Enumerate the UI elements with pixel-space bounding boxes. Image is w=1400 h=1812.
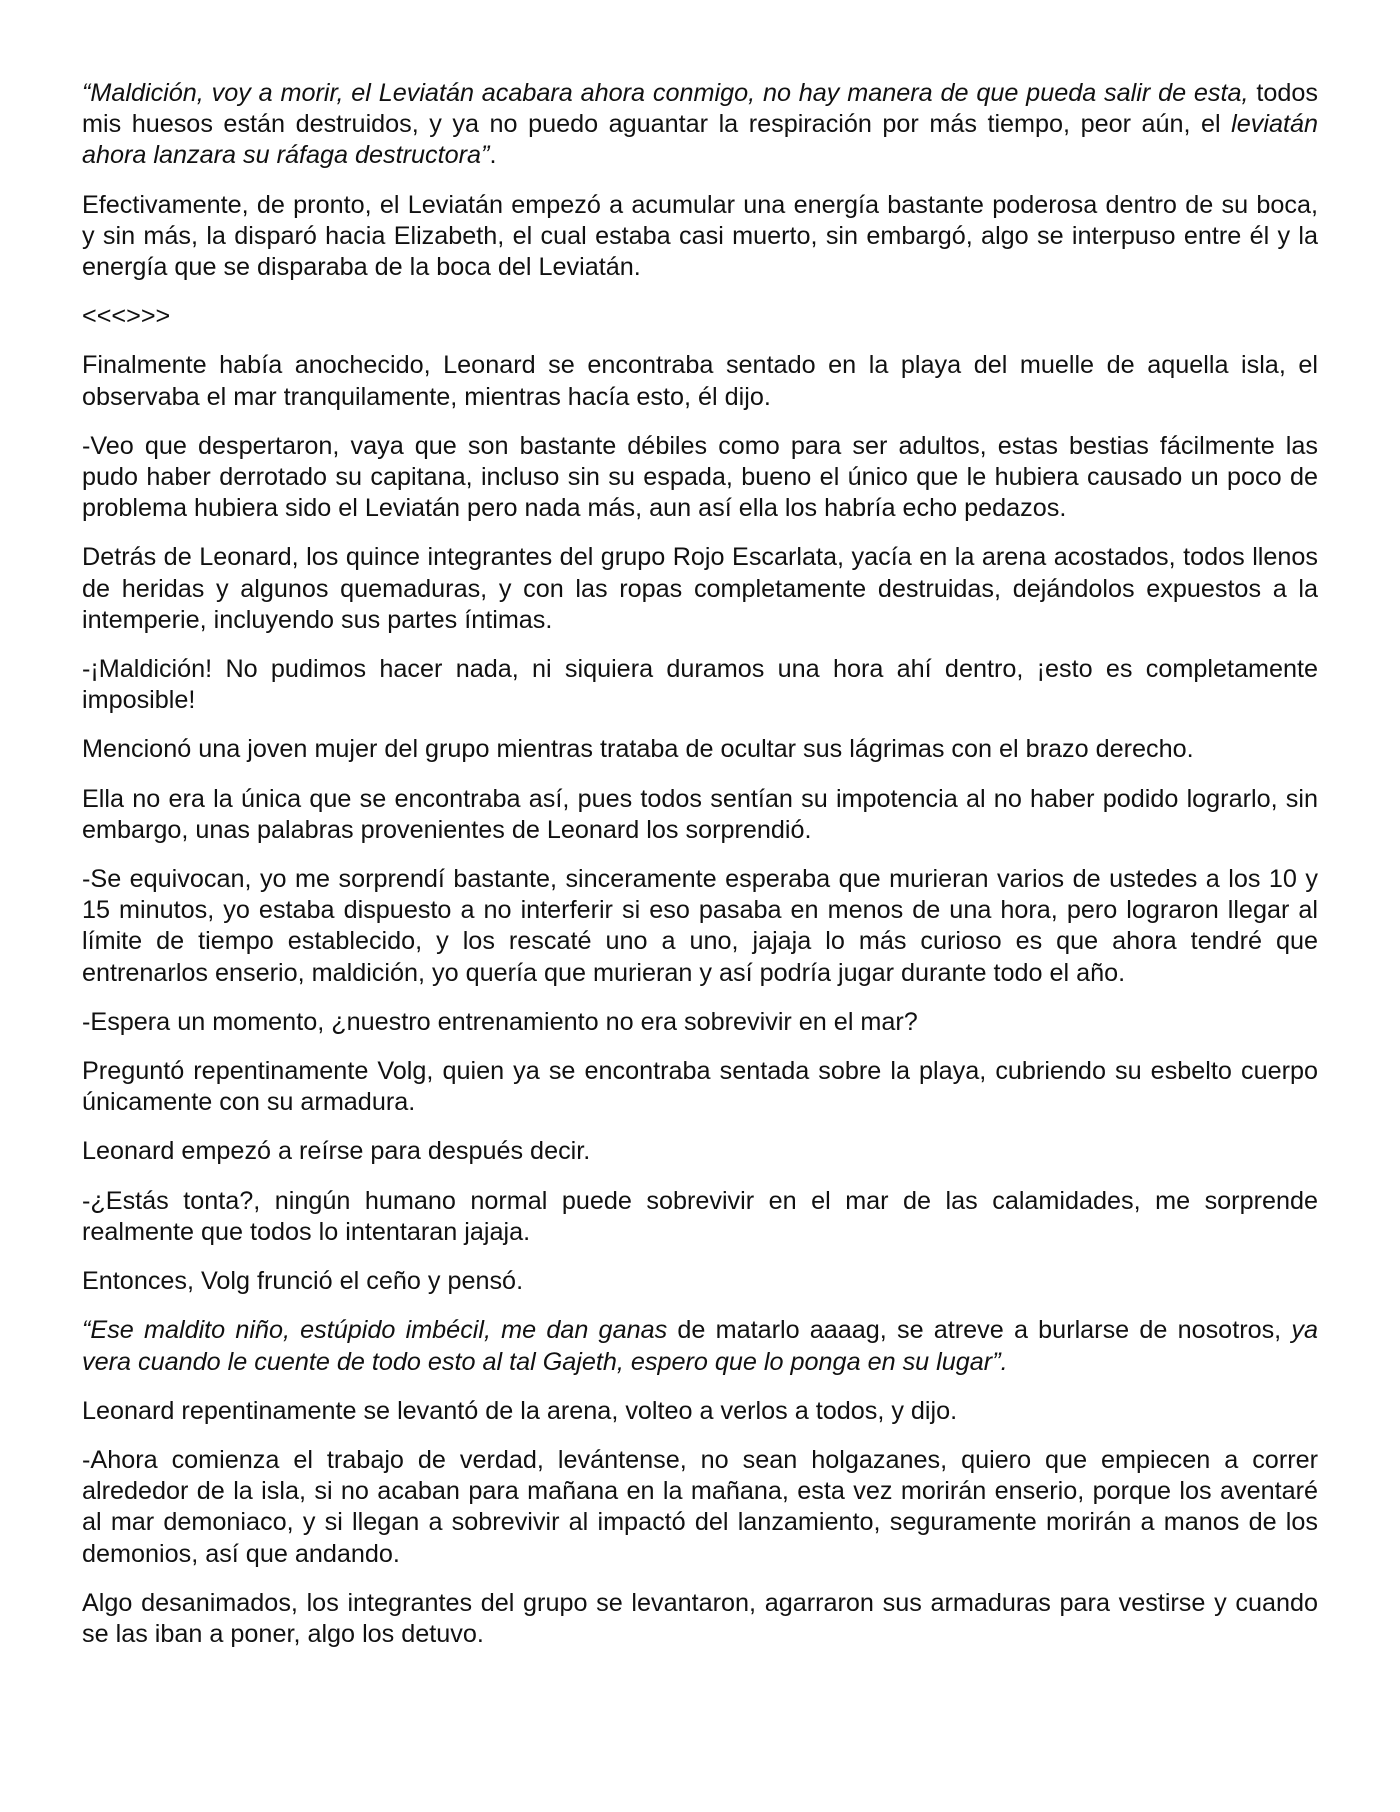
paragraph-17: Leonard repentinamente se levantó de la arena, volteo a verlos a todos, y dijo. bbox=[82, 1396, 958, 1425]
paragraph-10: -Se equivocan, yo me sorprendí bastante, sinceramente esperaba que murieran varios de ustedes a los 10 y 15 minutos, yo estaba dispuesto a no interferir si eso pasaba en menos de una hora, pero lograron llegar al límite de tiempo establecido, y los rescaté uno a uno, jajaja lo más curioso es que ahora tendré que entrenarlos enserio, maldición, yo quería que murieran y así podría jugar durante todo el año. bbox=[82, 865, 1318, 987]
paragraph-8: Mencionó una joven mujer del grupo mientras trataba de ocultar sus lágrimas con el brazo derecho. bbox=[82, 735, 1194, 764]
paragraph-15: Entonces, Volg frunció el ceño y pensó. bbox=[82, 1267, 524, 1296]
paragraph-4: Finalmente había anochecido, Leonard se encontraba sentado en la playa del muelle de aquella isla, el observaba el mar tranquilamente, mientras hacía esto, él dijo. bbox=[82, 351, 1318, 411]
paragraph-16-text-1: de matarlo aaaag, se atreve a burlarse de nosotros, bbox=[667, 1316, 1292, 1345]
paragraph-14: -¿Estás tonta?, ningún humano normal puede sobrevivir en el mar de las calamidades, me sorprende realmente que todos lo intentaran jajaja. bbox=[82, 1186, 1318, 1246]
paragraph-19: Algo desanimados, los integrantes del grupo se levantaron, agarraron sus armaduras para vestirse y cuando se las iban a poner, algo los detuvo. bbox=[82, 1588, 1318, 1648]
paragraph-16-italic-1: “Ese maldito niño, estúpido imbécil, me dan ganas bbox=[82, 1316, 668, 1345]
paragraph-18: -Ahora comienza el trabajo de verdad, levántense, no sean holgazanes, quiero que empiecen a correr alrededor de la isla, si no acaban para mañana en la mañana, esta vez morirán enserio, porque los aventaré al mar demoniaco, y si llegan a sobrevivir al impactó del lanzamiento, seguramente morirán a manos de los demonios, así que andando. bbox=[82, 1445, 1318, 1568]
paragraph-1 bbox=[82, 78, 1318, 172]
paragraph-16 bbox=[82, 1315, 1318, 1377]
scene-break: <<<>>> bbox=[82, 302, 171, 331]
paragraph-2: Efectivamente, de pronto, el Leviatán empezó a acumular una energía bastante poderosa dentro de su boca, y sin más, la disparó hacia Elizabeth, el cual estaba casi muerto, sin embargó, algo se interpuso entre él y la energía que se disparaba de la boca del Leviatán. bbox=[82, 190, 1318, 282]
paragraph-16-italic-2: ya vera cuando le cuente de todo esto al tal Gajeth, espero que lo ponga en su lugar”. bbox=[82, 1316, 1318, 1376]
paragraph-11: -Espera un momento, ¿nuestro entrenamiento no era sobrevivir en el mar? bbox=[82, 1007, 918, 1036]
paragraph-13: Leonard empezó a reírse para después decir. bbox=[82, 1137, 591, 1166]
document-page bbox=[82, 78, 1318, 1668]
paragraph-7: -¡Maldición! No pudimos hacer nada, ni siquiera duramos una hora ahí dentro, ¡esto es completamente imposible! bbox=[82, 655, 1318, 715]
paragraph-6: Detrás de Leonard, los quince integrantes del grupo Rojo Escarlata, yacía en la arena acostados, todos llenos de heridas y algunos quemaduras, y con las ropas completamente destruidas, dejándolos expuestos a la intemperie, incluyendo sus partes íntimas. bbox=[82, 543, 1318, 634]
paragraph-5: -Veo que despertaron, vaya que son bastante débiles como para ser adultos, estas bestias fácilmente las pudo haber derrotado su capitana, incluso sin su espada, bueno el único que le hubiera causado un poco de problema hubiera sido el Leviatán pero nada más, aun así ella los habría echo pedazos. bbox=[82, 431, 1318, 523]
paragraph-12: Preguntó repentinamente Volg, quien ya se encontraba sentada sobre la playa, cubriendo su esbelto cuerpo únicamente con su armadura. bbox=[82, 1057, 1318, 1117]
paragraph-1-italic-2: leviatán ahora lanzara su ráfaga destructora” bbox=[82, 110, 1318, 170]
paragraph-9: Ella no era la única que se encontraba así, pues todos sentían su impotencia al no haber podido lograrlo, sin embargo, unas palabras provenientes de Leonard los sorprendió. bbox=[82, 784, 1318, 844]
paragraph-1-text-2: . bbox=[489, 141, 497, 170]
paragraph-1-text-1: todos mis huesos están destruidos, y ya no puedo aguantar la respiración por más tiempo, peor aún, el bbox=[82, 79, 1318, 139]
paragraph-1-italic-1: “Maldición, voy a morir, el Leviatán acabara ahora conmigo, no hay manera de que pueda salir de esta, bbox=[82, 79, 1249, 107]
